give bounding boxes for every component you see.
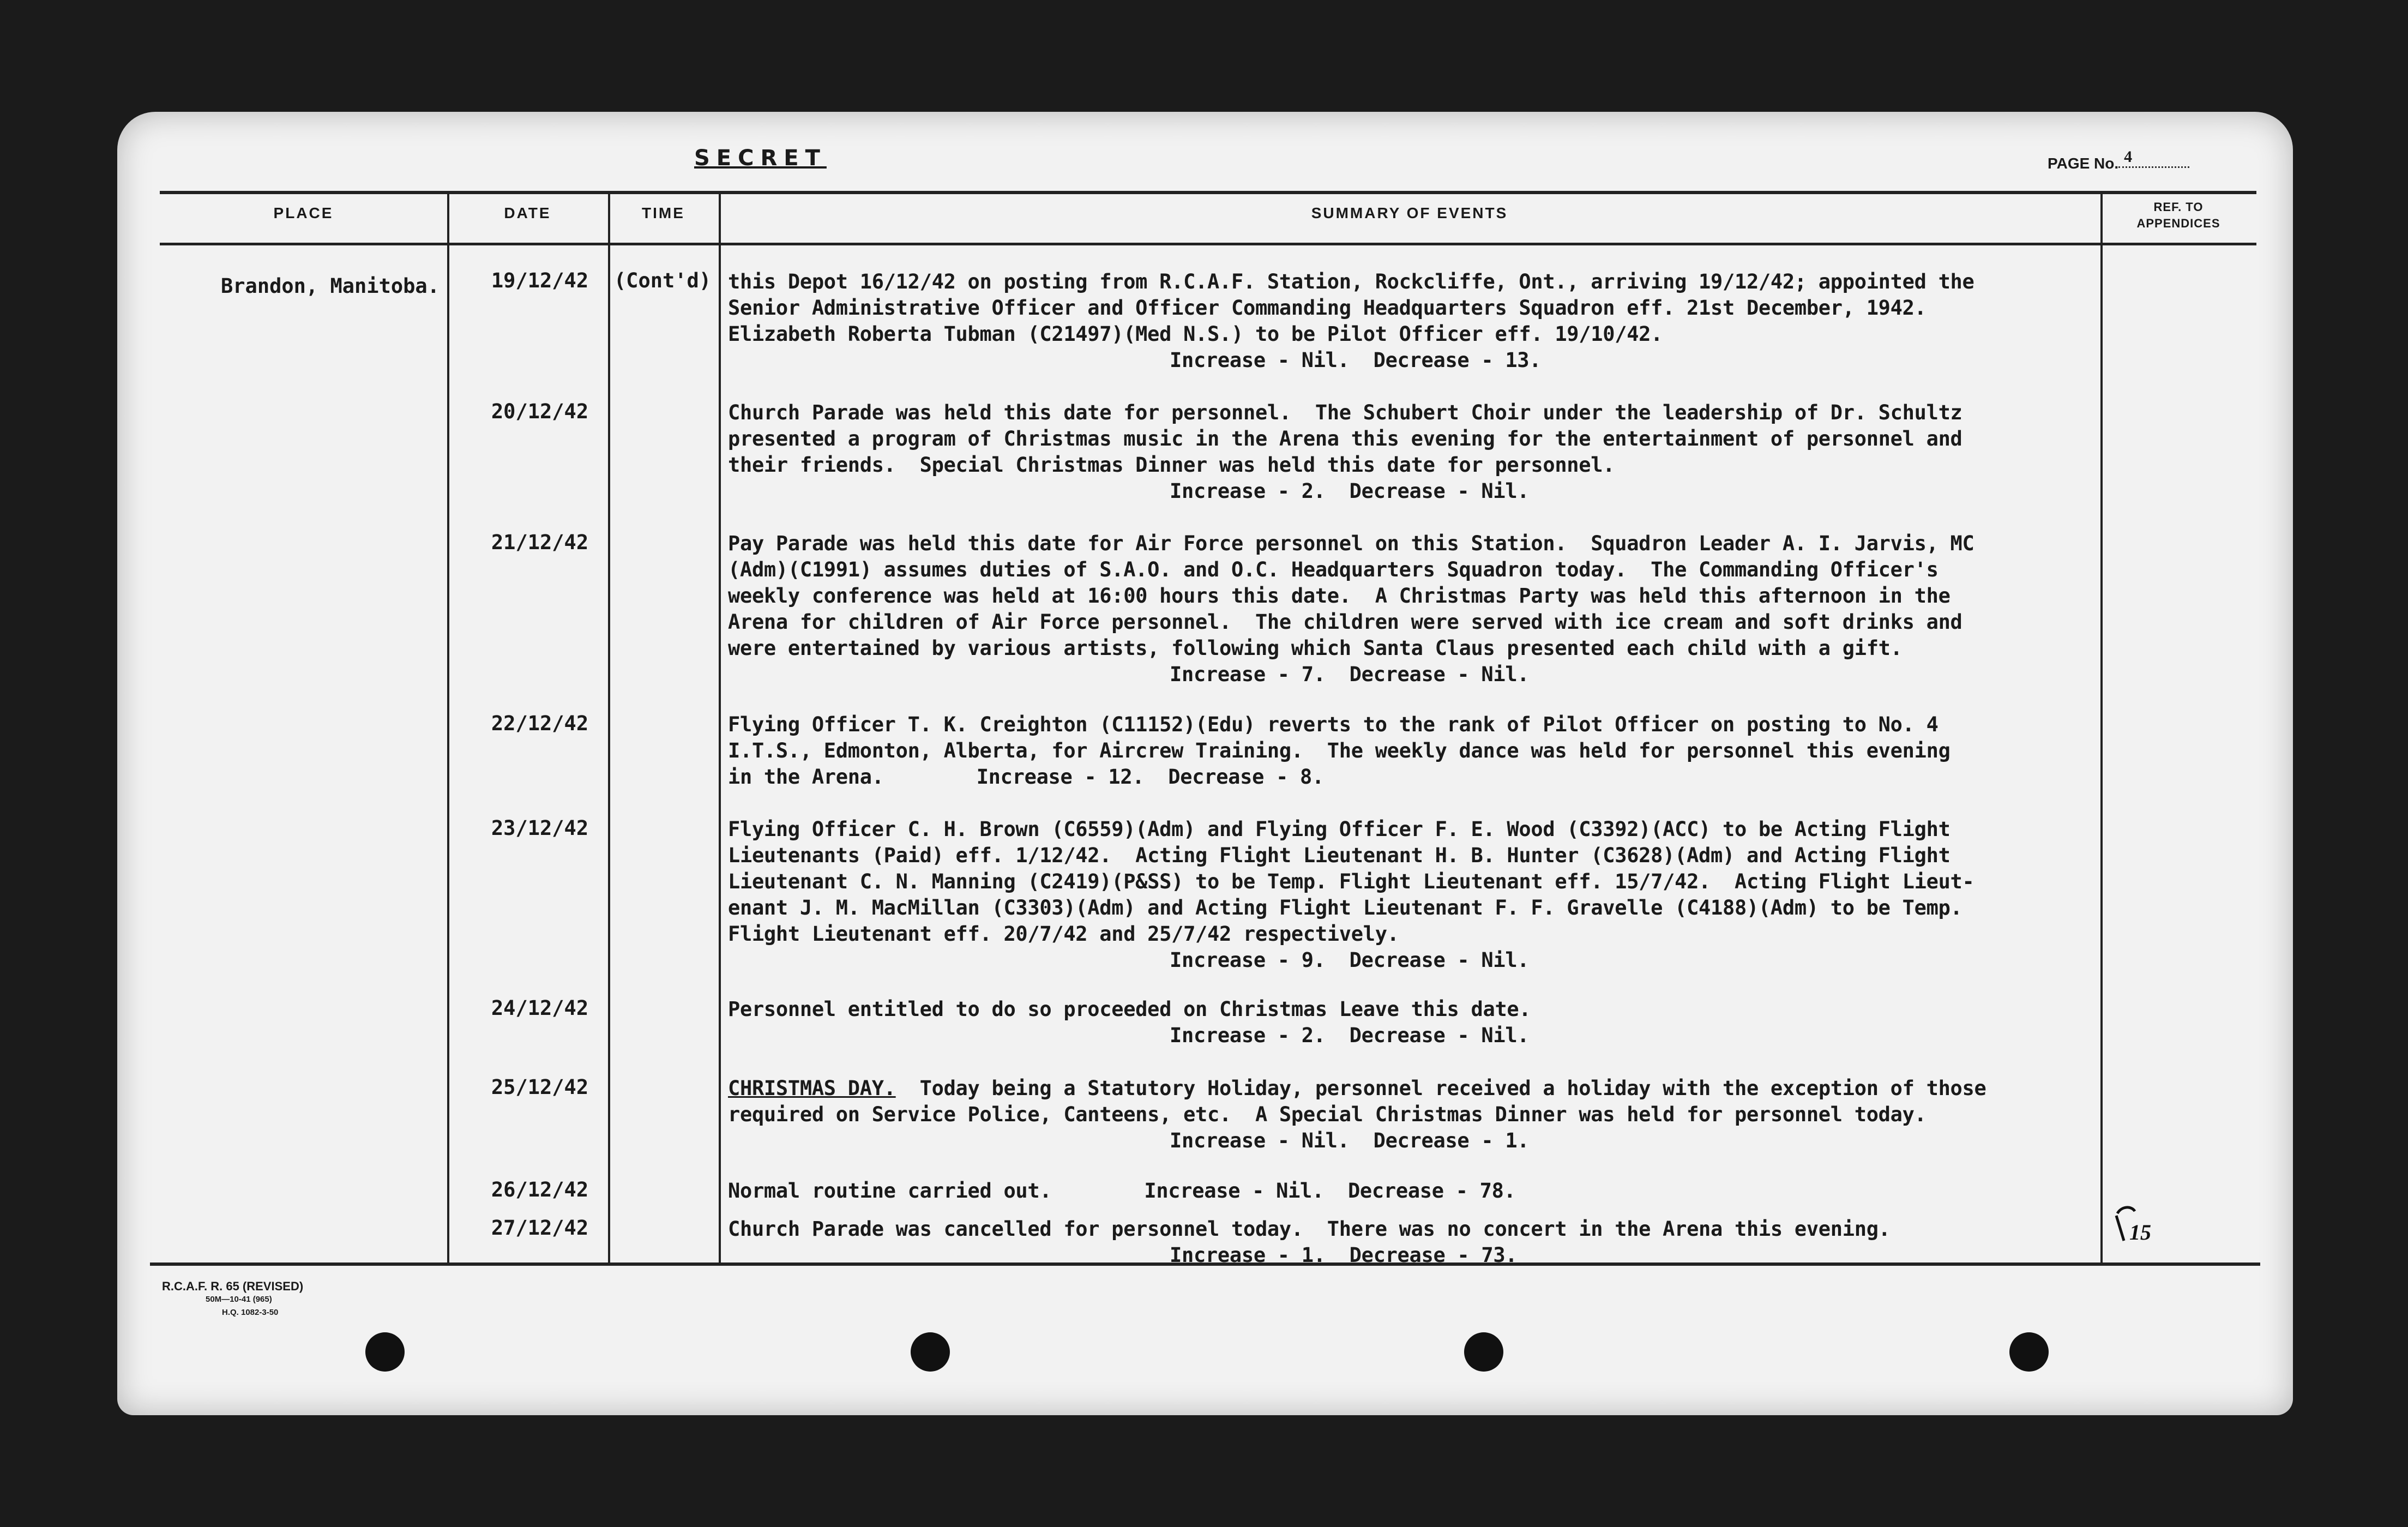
summary-line: (Adm)(C1991) assumes duties of S.A.O. and O.C. Headquarters Squadron today. The Commanding Officer's bbox=[728, 558, 1939, 581]
binder-hole bbox=[911, 1332, 950, 1372]
top-rule bbox=[160, 191, 2256, 194]
column-header-appendices bbox=[2100, 199, 2256, 232]
binder-hole bbox=[1464, 1332, 1503, 1372]
entry-date: 21/12/42 bbox=[491, 531, 589, 554]
appendix-mark bbox=[2108, 1203, 2157, 1252]
summary-line: Flying Officer C. H. Brown (C6559)(Adm) and Flying Officer F. E. Wood (C3392)(ACC) to be Acting Flight bbox=[728, 817, 1951, 841]
binder-hole bbox=[2009, 1332, 2049, 1372]
summary-line: Flying Officer T. K. Creighton (C11152)(Edu) reverts to the rank of Pilot Officer on posting to No. 4 bbox=[728, 713, 1939, 736]
appendix-mark-text: 15 bbox=[2129, 1220, 2151, 1245]
binder-hole bbox=[365, 1332, 405, 1372]
page-number bbox=[2048, 148, 2189, 175]
summary-line: Flight Lieutenant eff. 20/7/42 and 25/7/42 respectively. bbox=[728, 922, 1399, 946]
entry-date: 22/12/42 bbox=[491, 712, 589, 735]
place-name: Brandon, Manitoba. bbox=[221, 274, 440, 298]
entry-date: 24/12/42 bbox=[491, 996, 589, 1020]
entry-tally: Increase - 1. Decrease - 73. bbox=[1170, 1243, 1518, 1267]
entry-date: 25/12/42 bbox=[491, 1075, 589, 1099]
summary-line: Lieutenants (Paid) eff. 1/12/42. Acting Flight Lieutenant H. B. Hunter (C3628)(Adm) and Acting Flight bbox=[728, 844, 1951, 867]
entry-summary bbox=[728, 531, 2233, 688]
column-rule-time bbox=[719, 194, 721, 1263]
entry-tally: Increase - Nil. Decrease - 13. bbox=[1170, 348, 1542, 372]
ref-line-2: APPENDICES bbox=[2136, 217, 2220, 230]
summary-line: Church Parade was cancelled for personnel today. There was no concert in the Arena this evening. bbox=[728, 1217, 1891, 1241]
entry-summary bbox=[728, 816, 2233, 973]
entry-date: 20/12/42 bbox=[491, 400, 589, 423]
entry-summary bbox=[728, 1075, 2233, 1154]
entry-lead: CHRISTMAS DAY. bbox=[728, 1077, 896, 1100]
entry-tally: Increase - 7. Decrease - Nil. bbox=[1170, 663, 1530, 686]
summary-line: Senior Administrative Officer and Officer Commanding Headquarters Squadron eff. 21st December, 1942. bbox=[728, 296, 1927, 320]
summary-line: were entertained by various artists, following which Santa Claus presented each child with a gift. bbox=[728, 636, 1903, 660]
summary-line: Elizabeth Roberta Tubman (C21497)(Med N.S.) to be Pilot Officer eff. 19/10/42. bbox=[728, 322, 1663, 346]
entry-date: 19/12/42 bbox=[491, 269, 589, 292]
summary-line: required on Service Police, Canteens, etc. A Special Christmas Dinner was held for personnel today. bbox=[728, 1103, 1927, 1126]
print-code: 50M—10-41 (965) bbox=[206, 1295, 272, 1304]
page-number-label: PAGE No. bbox=[2048, 155, 2119, 172]
summary-line: Arena for children of Air Force personnel. The children were served with ice cream and soft drinks and bbox=[728, 610, 1962, 634]
entry-tally: Increase - 2. Decrease - Nil. bbox=[1170, 479, 1530, 503]
summary-line: Church Parade was held this date for personnel. The Schubert Choir under the leadership of Dr. Schultz bbox=[728, 401, 1962, 424]
classification-label: SECRET bbox=[694, 146, 827, 171]
column-header-place: PLACE bbox=[273, 205, 334, 221]
entry-summary bbox=[728, 712, 2233, 790]
entry-date: 27/12/42 bbox=[491, 1216, 589, 1240]
entry-summary bbox=[728, 400, 2233, 504]
summary-line: in the Arena. bbox=[728, 765, 884, 789]
entry-summary bbox=[728, 996, 2233, 1049]
summary-line: Lieutenant C. N. Manning (C2419)(P&SS) to be Temp. Flight Lieutenant eff. 15/7/42. Acting Flight Lieut- bbox=[728, 870, 1974, 893]
summary-line: enant J. M. MacMillan (C3303)(Adm) and Acting Flight Lieutenant F. F. Gravelle (C4188)(Adm) to be Temp. bbox=[728, 896, 1962, 919]
entry-date: 23/12/42 bbox=[491, 816, 589, 840]
entry-tally: Increase - 9. Decrease - Nil. bbox=[1170, 948, 1530, 972]
entry-summary bbox=[728, 1216, 2233, 1269]
summary-line: Normal routine carried out. bbox=[728, 1179, 1052, 1203]
summary-line: Pay Parade was held this date for Air Force personnel on this Station. Squadron Leader A. I. Jarvis, MC bbox=[728, 532, 1974, 555]
page-number-value: 4 bbox=[2118, 148, 2189, 168]
entry-summary bbox=[728, 269, 2233, 374]
summary-line: presented a program of Christmas music in the Arena this evening for the entertainment of personnel and bbox=[728, 427, 1962, 450]
ref-line-1: REF. TO bbox=[2153, 200, 2204, 214]
summary-line: Today being a Statutory Holiday, personnel received a holiday with the exception of those bbox=[895, 1077, 1986, 1100]
entry-tally: Increase - Nil. Decrease - 78. bbox=[1144, 1179, 1516, 1203]
summary-line: I.T.S., Edmonton, Alberta, for Aircrew Training. The weekly dance was held for personnel this evening bbox=[728, 739, 1951, 762]
summary-line: Personnel entitled to do so proceeded on Christmas Leave this date. bbox=[728, 997, 1531, 1021]
column-rule-place bbox=[447, 194, 449, 1263]
summary-line: their friends. Special Christmas Dinner was held this date for personnel. bbox=[728, 453, 1615, 477]
form-number: R.C.A.F. R. 65 (REVISED) bbox=[162, 1279, 304, 1293]
column-header-summary: SUMMARY OF EVENTS bbox=[1311, 205, 1508, 221]
summary-line: weekly conference was held at 16:00 hours this date. A Christmas Party was held this afternoon in the bbox=[728, 584, 1951, 608]
header-rule bbox=[160, 243, 2256, 245]
entry-tally: Increase - 12. Decrease - 8. bbox=[976, 765, 1324, 789]
hq-code: H.Q. 1082-3-50 bbox=[222, 1308, 279, 1317]
entry-tally: Increase - Nil. Decrease - 1. bbox=[1170, 1129, 1530, 1152]
entry-date: 26/12/42 bbox=[491, 1178, 589, 1201]
form-identifier bbox=[162, 1280, 303, 1319]
column-header-date: DATE bbox=[504, 205, 551, 221]
diary-sheet bbox=[117, 112, 2293, 1415]
summary-line: this Depot 16/12/42 on posting from R.C.A.F. Station, Rockcliffe, Ont., arriving 19/12/42; appointed the bbox=[728, 270, 1974, 293]
entry-time: (Cont'd) bbox=[613, 269, 712, 292]
entry-summary bbox=[728, 1178, 2233, 1204]
column-header-time: TIME bbox=[642, 205, 685, 221]
entry-tally: Increase - 2. Decrease - Nil. bbox=[1170, 1024, 1530, 1047]
